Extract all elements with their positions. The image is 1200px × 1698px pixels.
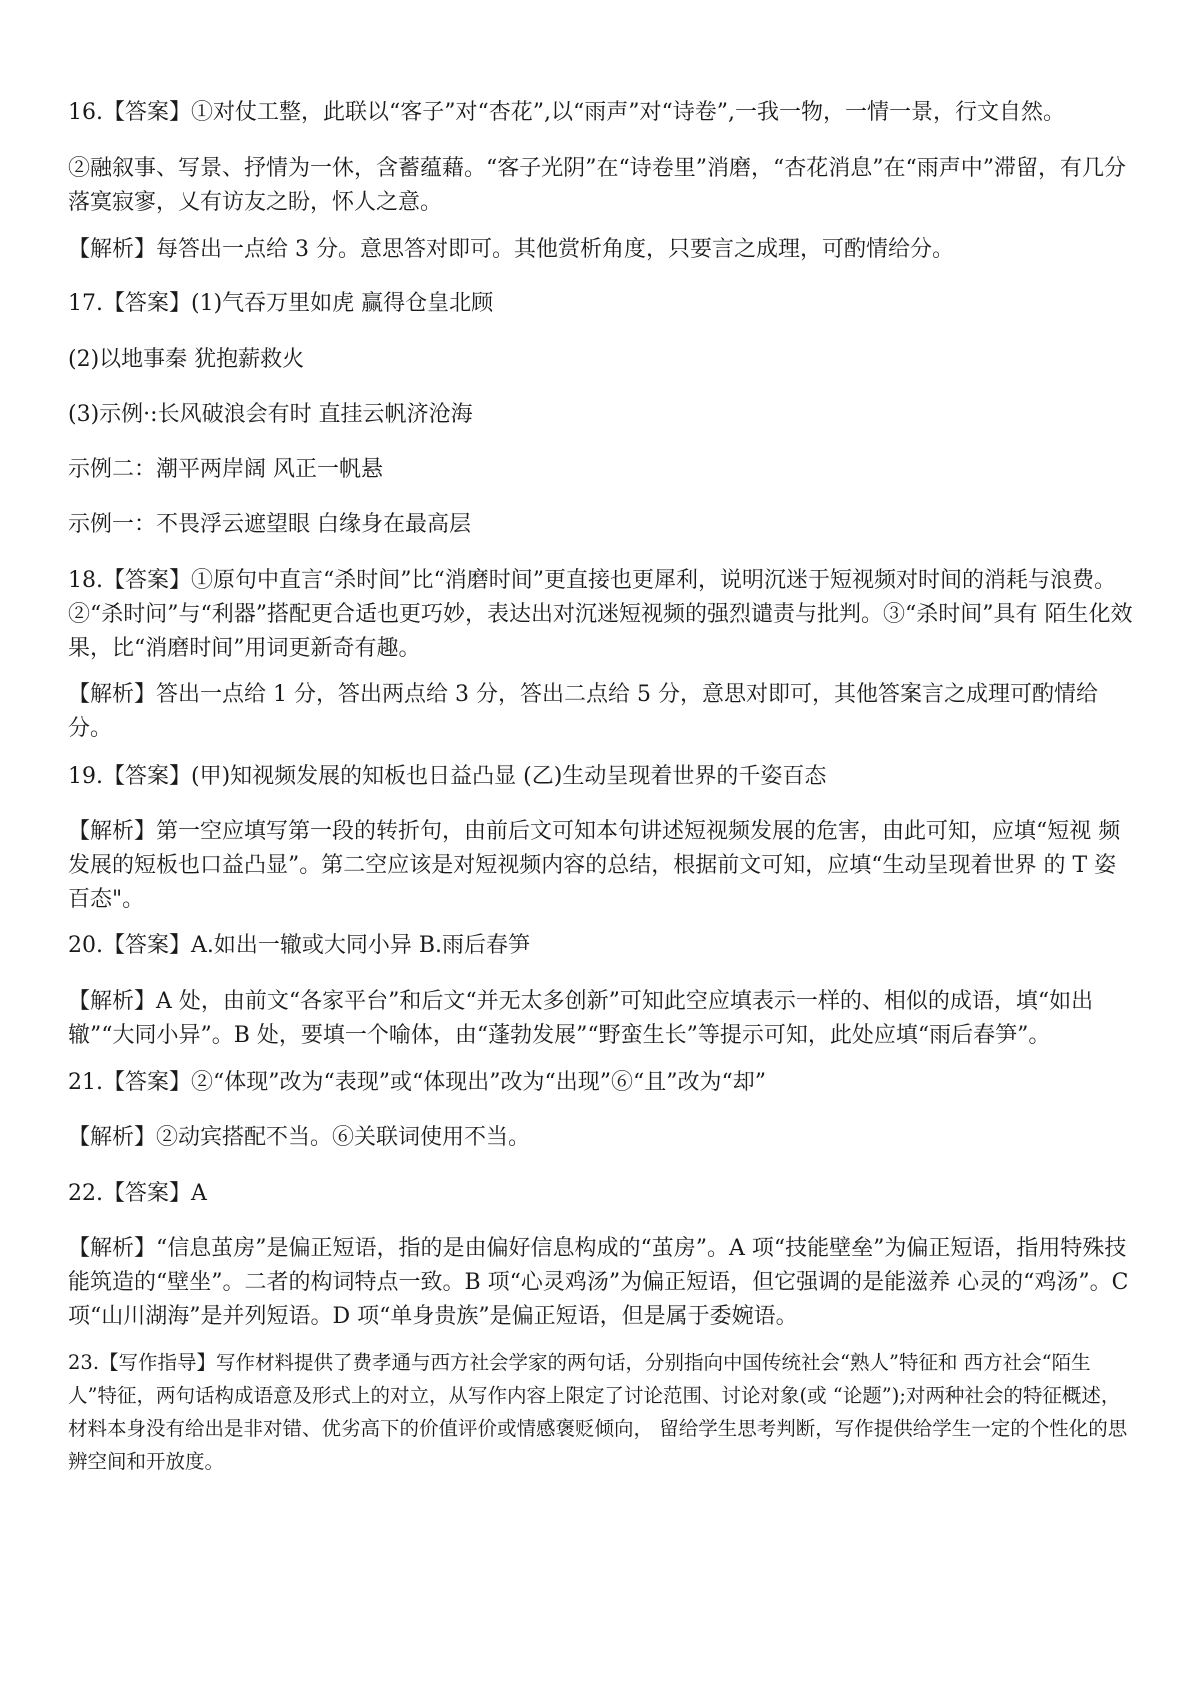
answer-18-main: 18.【答案】①原句中直言“杀时间”比“消磨时间”更直接也更犀利，说明沉迷于短视频对时间的消耗与浪费。②“杀时问”与“利器”搭配更合适也更巧妙，表达出对沉迷短视频的强烈谴责与批判。③“杀时间”具有 陌生化效果，比“消磨时间”用词更新奇有趣。: [68, 568, 1133, 661]
answer-key-page: [68, 0, 1138, 1698]
answer-16-point-2: ②融叙事、写景、抒情为一休，含蓄蕴藉。“客子光阴”在“诗卷里”消磨，“杏花消息”在“雨声中”滞留，有几分落寞寂寥，乂有访友之盼，怀人之意。: [68, 156, 1126, 215]
answer-21-analysis: 【解析】②动宾搭配不当。⑥关联词使用不当。: [68, 1125, 531, 1150]
answer-17-line-2: (2)以地事秦 犹抱薪救火: [68, 347, 305, 372]
answer-20-analysis: 【解析】A 处，由前文“各家平台”和后文“并无太多创新”可知此空应填表示一样的、相似的成语，填“如出 辙”“大同小异”。B 处，要填一个喻体，由“蓬勃发展”“野蛮生长”等提示可知，此处应填“雨后春笋”。: [68, 989, 1094, 1048]
answer-17-example-2: 示例二：潮平两岸阔 风正一帆悬: [68, 457, 383, 482]
answer-19-analysis: 【解析】第一空应填写第一段的转折句，由前后文可知本句讲述短视频发展的危害，由此可知，应填“短视 频发展的短板也口益凸显”。第二空应该是对短视频内容的总结，根据前文可知，应填“生动呈现着世界 的 T 姿百态"。: [68, 819, 1121, 912]
answer-21-main: 21.【答案】②“体现”改为“表现”或“体现出”改为“出现”⑥“且”改为“却”: [68, 1070, 766, 1095]
answer-16-main: 16.【答案】①对仗工整，此联以“客子”对“杏花”,以“雨声”对“诗卷”,一我一物，一情一景，行文自然。: [68, 100, 1065, 125]
answer-16-analysis: 【解析】每答出一点给 3 分。意思答对即可。其他赏析角度，只要言之成理，可酌情给分。: [68, 237, 954, 262]
answer-17-example-1: 示例一：不畏浮云遮望眼 白缘身在最高层: [68, 512, 471, 537]
answer-22-analysis: 【解析】“信息茧房”是偏正短语，指的是由偏好信息构成的“茧房”。A 项“技能壁垒”为偏正短语，指用特殊技能筑造的“壁坐”。二者的构词特点一致。B 项“心灵鸡汤”为偏正短语，但它强调的是能滋养 心灵的“鸡汤”。C 项“山川湖海”是并列短语。D 项“单身贵族”是偏正短语，但是属于委婉语。: [68, 1236, 1129, 1329]
answer-17-line-3: (3)示例·:长风破浪会有时 直挂云帆济沧海: [68, 402, 473, 427]
answer-22-main: 22.【答案】A: [68, 1181, 207, 1206]
answer-23-writing-guide: 23.【写作指导】写作材料提供了费孝通与西方社会学家的两句话，分别指向中国传统社会“熟人”特征和 西方社会“陌生人”特征，两句话构成语意及形式上的对立，从写作内容上限定了讨论范围、讨论对象(或 “论题”);对两种社会的特征概述，材料本身没有给出是非对错、优劣高下的价值评价或情感褒贬倾向， 留给学生思考判断，写作提供给学生一定的个性化的思辨空间和开放度。: [68, 1351, 1128, 1473]
answer-20-main: 20.【答案】A.如出一辙或大同小异 B.雨后春笋: [68, 933, 531, 958]
answer-17-line-1: 17.【答案】(1)气吞万里如虎 赢得仓皇北顾: [68, 291, 494, 316]
answer-18-analysis: 【解析】答出一点给 1 分，答出两点给 3 分，答出二点给 5 分，意思对即可，其他答案言之成理可酌情给分。: [68, 682, 1098, 741]
answer-19-main: 19.【答案】(甲)知视频发展的知板也日益凸显 (乙)生动呈现着世界的千姿百态: [68, 764, 827, 789]
